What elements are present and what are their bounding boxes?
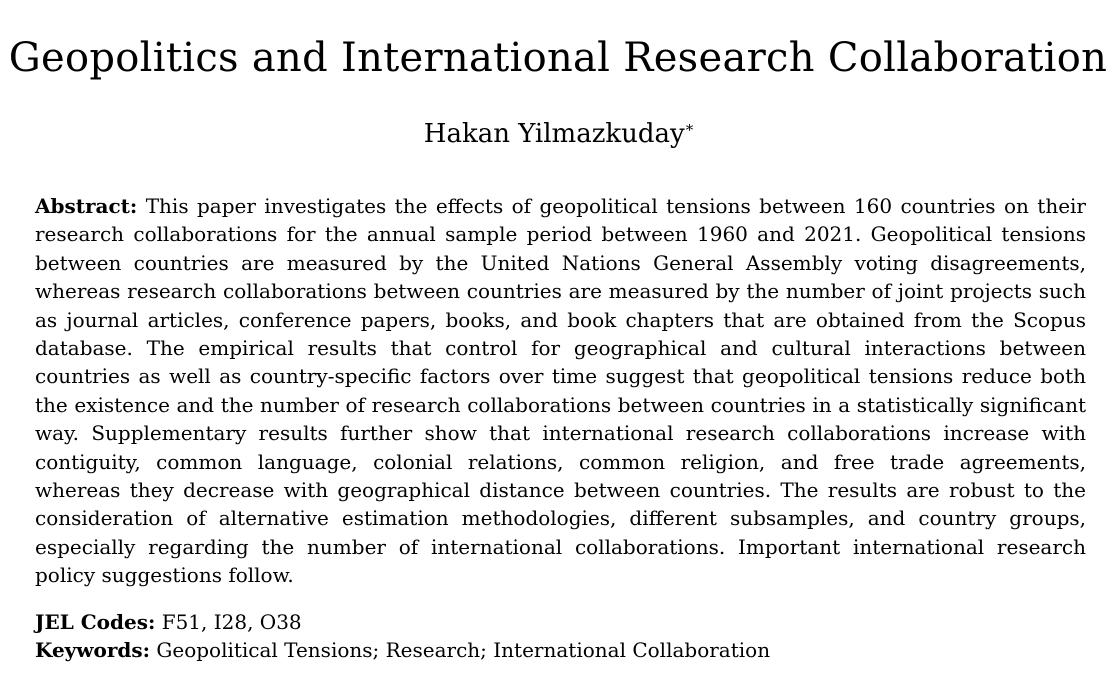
author-name: Hakan Yilmazkuday bbox=[423, 119, 685, 149]
author-footnote-mark: * bbox=[685, 121, 694, 139]
abstract-label: Abstract: bbox=[35, 194, 138, 218]
abstract-text: This paper investigates the effects of geopolitical tensions between 160 countries on their research collaborations for the annual sample period between 1960 and 2021. Geopolitical tensions between countries are measured by the United Nations General Assembly voting disagreements, whereas research collaborations between countries are measured by the number of joint projects such as journal articles, conference papers, books, and book chapters that are obtained from the Scopus database. The empirical results that control for geographical and cultural interactions between countries as well as country-specific factors over time suggest that geopolitical tensions reduce both the existence and the number of research collaborations between countries in a statistically significant way. Supplementary results further show that international research collaborations increase with contiguity, common language, colonial relations, common religion, and free trade agreements, whereas they decrease with geographical distance between countries. The results are robust to the consideration of alternative estimation methodologies, different subsamples, and country groups, especially regarding the number of international collaborations. Important international research policy suggestions follow. bbox=[35, 194, 1086, 588]
keywords-value: Geopolitical Tensions; Research; International Collaboration bbox=[156, 638, 771, 662]
jel-codes-value: F51, I28, O38 bbox=[161, 610, 302, 634]
jel-codes-label: JEL Codes: bbox=[35, 610, 156, 634]
author-line bbox=[0, 116, 1116, 152]
paper-title: Geopolitics and International Research Collaboration bbox=[8, 35, 1108, 81]
keywords-label: Keywords: bbox=[35, 638, 151, 662]
abstract bbox=[35, 192, 1086, 590]
keywords-line bbox=[35, 636, 1086, 664]
jel-codes-line bbox=[35, 608, 1086, 636]
